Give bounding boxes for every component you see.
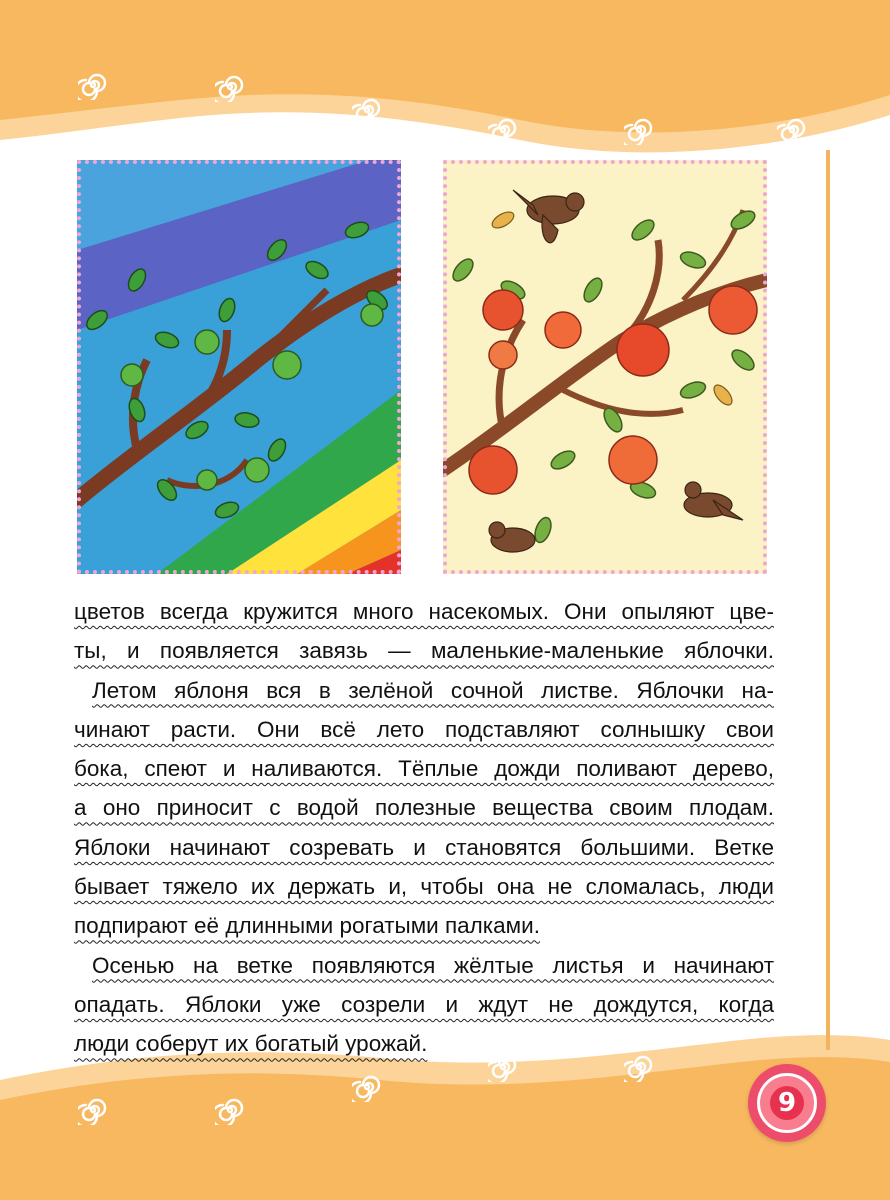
swirl-icon [78,70,108,100]
page-number: 9 [770,1086,804,1120]
text-line: а оно приносит с водой полезные вещества своим плодам. [74,795,774,821]
right-margin-rule [826,150,830,1050]
text-line: Летом яблоня вся в зелёной сочной листве. Яблочки на- [92,677,774,703]
swirl-icon [488,115,518,145]
page-number-ring [757,1073,817,1133]
apple-branch-red-apples-birds-icon [443,160,767,574]
swirl-icon [777,115,807,145]
text-line: бывает тяжело их держать и, чтобы она не сломалась, люди [74,874,774,900]
text-line: бока, спеют и наливаются. Тёплые дожди поливают дерево, [74,756,774,782]
top-decorative-band [0,0,890,160]
text-line: цветов всегда кружится много насекомых. Они опыляют цве- [74,599,774,624]
text-line: Яблоки начинают созревать и становятся большими. Ветке [74,834,774,860]
swirl-icon [352,95,382,125]
swirl-icon [624,115,654,145]
text-line: Осенью на ветке появляются жёлтые листья и начинают [92,952,774,978]
text-line: ты, и появляется завязь — маленькие-маленькие яблочки. [74,638,774,664]
swirl-icon [78,1095,108,1125]
text-line: опадать. Яблоки уже созрели и ждут не дождутся, когда [74,991,774,1017]
swirl-icon [215,1095,245,1125]
text-line: подпирают её длинными рогатыми палками. [74,913,540,939]
swirl-icon [352,1072,382,1102]
illustration-right [443,160,767,574]
story-text [74,592,774,1064]
page-number-badge [748,1064,826,1142]
text-line: чинают расти. Они всё лето подставляют солнышку свои [74,716,774,742]
illustration-left [77,160,401,574]
swirl-icon [215,72,245,102]
text-line: люди соберут их богатый урожай. [74,1031,428,1057]
apple-branch-green-apples-rainbow-icon [77,160,401,574]
